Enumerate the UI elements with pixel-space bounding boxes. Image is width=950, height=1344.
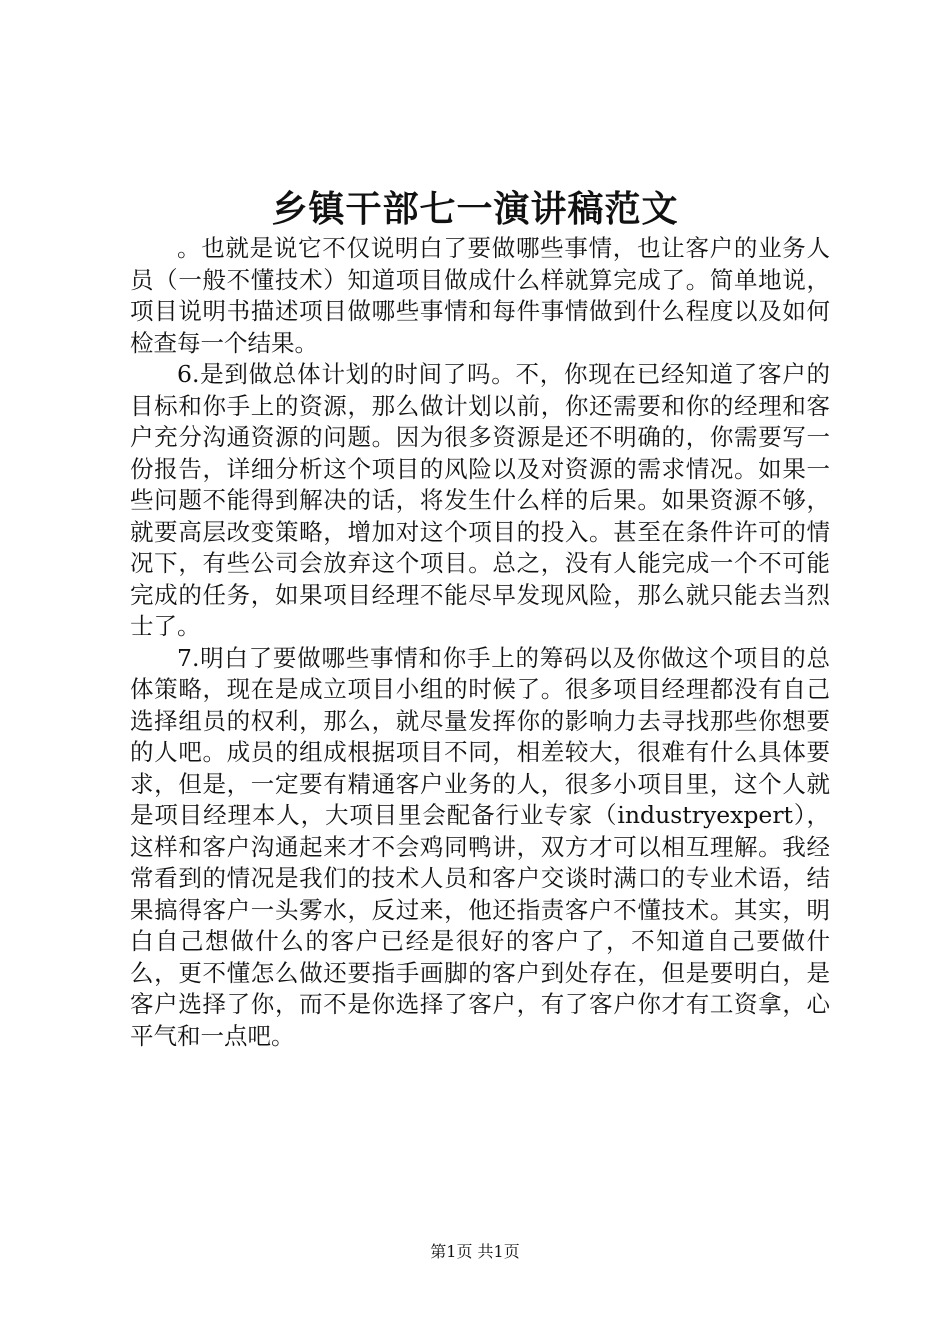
document-title: 乡镇干部七一演讲稿范文 bbox=[271, 188, 679, 230]
paragraph-3: 7.明白了要做哪些事情和你手上的筹码以及你做这个项目的总体策略，现在是成立项目小组的时候了。很多项目经理都没有自己选择组员的权利，那么，就尽量发挥你的影响力去寻找那些你想要的人吧。成员的组成根据项目不同，相差较大，很难有什么具体要求，但是，一定要有精通客户业务的人，很多小项目里，这个人就是项目经理本人，大项目里会配备行业专家（industryexpert），这样和客户沟通起来才不会鸡同鸭讲，双方才可以相互理解。我经常看到的情况是我们的技术人员和客户交谈时满口的专业术语，结果搞得客户一头雾水，反过来，他还指责客户不懂技术。其实，明白自己想做什么的客户已经是很好的客户了，不知道自己要做什么，更不懂怎么做还要指手画脚的客户到处存在，但是要明白，是客户选择了你，而不是你选择了客户，有了客户你才有工资拿，心平气和一点吧。 bbox=[130, 643, 830, 1050]
page-footer: 第1页 共1页 bbox=[430, 1242, 520, 1261]
paragraph-1: 。也就是说它不仅说明白了要做哪些事情，也让客户的业务人员（一般不懂技术）知道项目做成什么样就算完成了。简单地说，项目说明书描述项目做哪些事情和每件事情做到什么程度以及如何检查每一个结果。 bbox=[130, 234, 830, 357]
document-body bbox=[130, 233, 830, 1052]
paragraph-2: 6.是到做总体计划的时间了吗。不，你现在已经知道了客户的目标和你手上的资源，那么做计划以前，你还需要和你的经理和客户充分沟通资源的问题。因为很多资源是还不明确的，你需要写一份报告，详细分析这个项目的风险以及对资源的需求情况。如果一些问题不能得到解决的话，将发生什么样的后果。如果资源不够，就要高层改变策略，增加对这个项目的投入。甚至在条件许可的情况下，有些公司会放弃这个项目。总之，没有人能完成一个不可能完成的任务，如果项目经理不能尽早发现风险，那么就只能去当烈士了。 bbox=[130, 360, 830, 640]
